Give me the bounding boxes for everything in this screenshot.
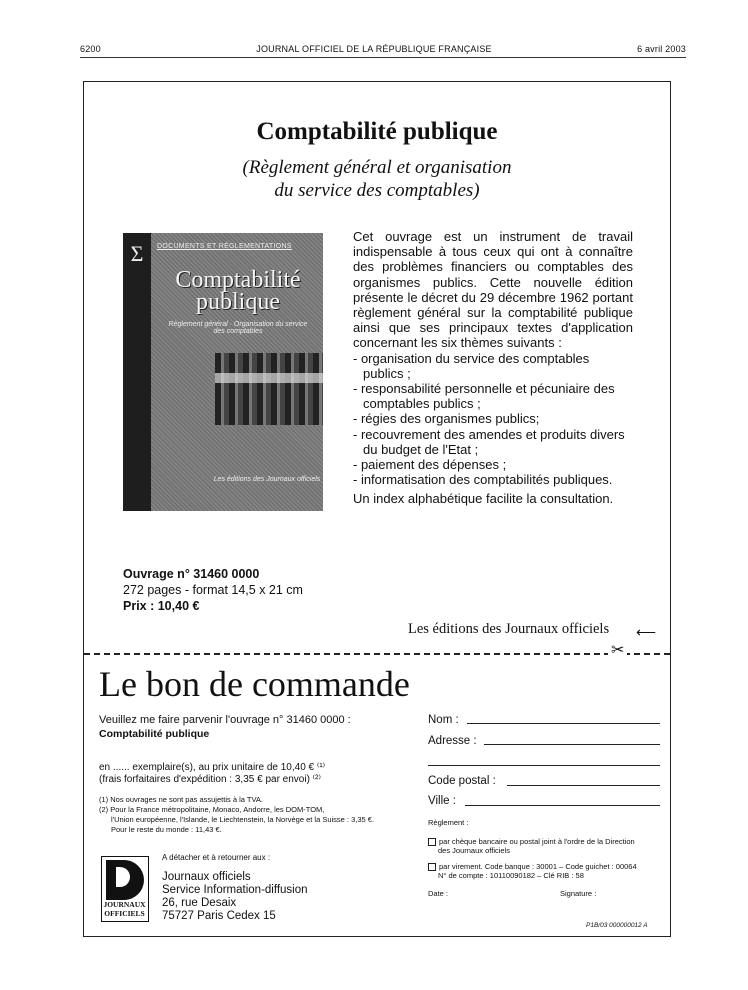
address-line-4: 75727 Paris Cedex 15: [162, 910, 276, 922]
journaux-officiels-logo-icon: Σ: [130, 241, 144, 266]
publisher-signature: Les éditions des Journaux officiels: [408, 621, 610, 637]
order-request: [99, 713, 351, 741]
cover-spine: [123, 233, 151, 511]
cover-photo: [215, 353, 323, 425]
detach-instruction: A détacher et à retourner aux :: [162, 853, 271, 862]
footnote-2c: Pour le reste du monde : 11,43 €.: [111, 825, 222, 834]
cut-line: [84, 653, 670, 655]
book-cover-image: [123, 233, 323, 511]
book-format: 272 pages - format 14,5 x 21 cm: [123, 583, 303, 597]
order-form-title: Le bon de commande: [99, 664, 410, 704]
order-quantity: [99, 762, 325, 786]
reference-code: P1B/03 000000012 A: [586, 922, 648, 929]
payment-option-virement[interactable]: [428, 862, 658, 880]
journal-title: JOURNAL OFFICIEL DE LA RÉPUBLIQUE FRANÇAISE: [256, 44, 492, 54]
footnote-2b: l'Union européenne, l'Islande, le Liechtenstein, la Norvège et la Suisse : 3,35 €.: [111, 815, 375, 824]
code-postal-label: Code postal :: [428, 775, 496, 787]
themes-list: [353, 351, 633, 488]
page-number: 6200: [80, 44, 101, 54]
logo-text-line-1: JOURNAUX: [103, 900, 146, 909]
theme-item: - informatisation des comptabilités publiques.: [353, 472, 613, 488]
cover-subtitle: Règlement général · Organisation du service des comptables: [168, 321, 308, 335]
footnotes: [99, 795, 374, 835]
theme-item: - responsabilité personnelle et pécuniaire des comptables publics ;: [353, 381, 615, 412]
theme-item: - organisation du service des comptables publics ;: [353, 350, 590, 381]
order-request-text: Veuillez me faire parvenir l'ouvrage n° 31460 0000 :: [99, 714, 351, 726]
adresse-field-line-2[interactable]: [428, 765, 660, 766]
logo-text: [102, 901, 147, 918]
address-line-2: Service Information-diffusion: [162, 884, 308, 896]
shipping-line: (frais forfaitaires d'expédition : 3,35 € par envoi) ⁽²⁾: [99, 774, 321, 785]
cheque-text-1: par chèque bancaire ou postal joint à l'ordre de la Direction: [439, 837, 635, 846]
cheque-checkbox[interactable]: [428, 838, 436, 846]
ad-title: Comptabilité publique: [256, 118, 498, 145]
cover-title-line-2: publique: [196, 289, 280, 315]
reglement-label: Règlement :: [428, 818, 469, 827]
footnote-2a: (2) Pour la France métropolitaine, Monaco, Andorre, les DOM-TOM,: [99, 805, 325, 814]
book-number: Ouvrage n° 31460 0000: [123, 567, 260, 581]
quantity-line[interactable]: en ...... exemplaire(s), au prix unitaire de 10,40 € ⁽¹⁾: [99, 762, 326, 773]
address-line-3: 26, rue Desaix: [162, 897, 237, 909]
logo-text-line-2: OFFICIELS: [104, 908, 145, 918]
theme-item: - recouvrement des amendes et produits divers du budget de l'Etat ;: [353, 426, 625, 457]
adresse-label: Adresse :: [428, 735, 477, 747]
book-description: [353, 229, 633, 507]
code-postal-field[interactable]: [507, 785, 660, 786]
theme-item: - régies des organismes publics;: [353, 411, 540, 427]
cover-series: DOCUMENTS ET RÉGLEMENTATIONS: [157, 243, 292, 250]
date-label: Date :: [428, 889, 449, 898]
virement-text-2: N° de compte : 10110090182 – Clé RIB : 58: [438, 871, 584, 881]
cover-footer: Les éditions des Journaux officiels: [213, 476, 321, 483]
arrow-left-icon: ⟵: [636, 624, 657, 640]
nom-field[interactable]: [467, 723, 660, 724]
virement-text-1: par virement. Code banque : 30001 – Code guichet : 00064: [439, 862, 637, 871]
payment-option-cheque[interactable]: [428, 837, 658, 855]
cheque-text-2: des Journaux officiels: [438, 846, 510, 856]
ad-subtitle: [83, 156, 671, 202]
journaux-officiels-logo: [101, 856, 149, 922]
adresse-field[interactable]: [484, 744, 660, 745]
address-line-1: Journaux officiels: [162, 871, 251, 883]
ville-field[interactable]: [465, 805, 660, 806]
theme-item: - paiement des dépenses ;: [353, 457, 507, 473]
cover-photo-band: [215, 373, 323, 383]
issue-date: 6 avril 2003: [637, 44, 686, 54]
description-intro: Cet ouvrage est un instrument de travail indispensable à tous ceux qui ont à connaître des problèmes financiers ou comptables des organismes publics. Cette nouvelle édition présente le décret du 29 décembre 1962 portant règlement général sur la comptabilité publique ainsi que ses principaux textes d'application concernant les six thèmes suivants :: [353, 229, 633, 351]
virement-checkbox[interactable]: [428, 863, 436, 871]
cover-title-line-1: Comptabilité: [175, 267, 301, 293]
return-address: [162, 871, 308, 923]
cover-title: [163, 269, 313, 313]
ville-label: Ville :: [428, 795, 456, 807]
ad-subtitle-line-2: du service des comptables): [274, 180, 480, 201]
description-closing: Un index alphabétique facilite la consultation.: [353, 491, 614, 507]
book-details: [123, 566, 303, 614]
header-rule: [80, 57, 686, 58]
order-book-title: Comptabilité publique: [99, 728, 210, 740]
signature-label: Signature :: [560, 889, 597, 898]
nom-label: Nom :: [428, 714, 459, 726]
footnote-1: (1) Nos ouvrages ne sont pas assujettis à la TVA.: [99, 795, 263, 804]
scissors-icon: ✂: [608, 640, 627, 660]
book-price: Prix : 10,40 €: [123, 599, 200, 613]
ad-subtitle-line-1: (Règlement général et organisation: [242, 157, 512, 178]
